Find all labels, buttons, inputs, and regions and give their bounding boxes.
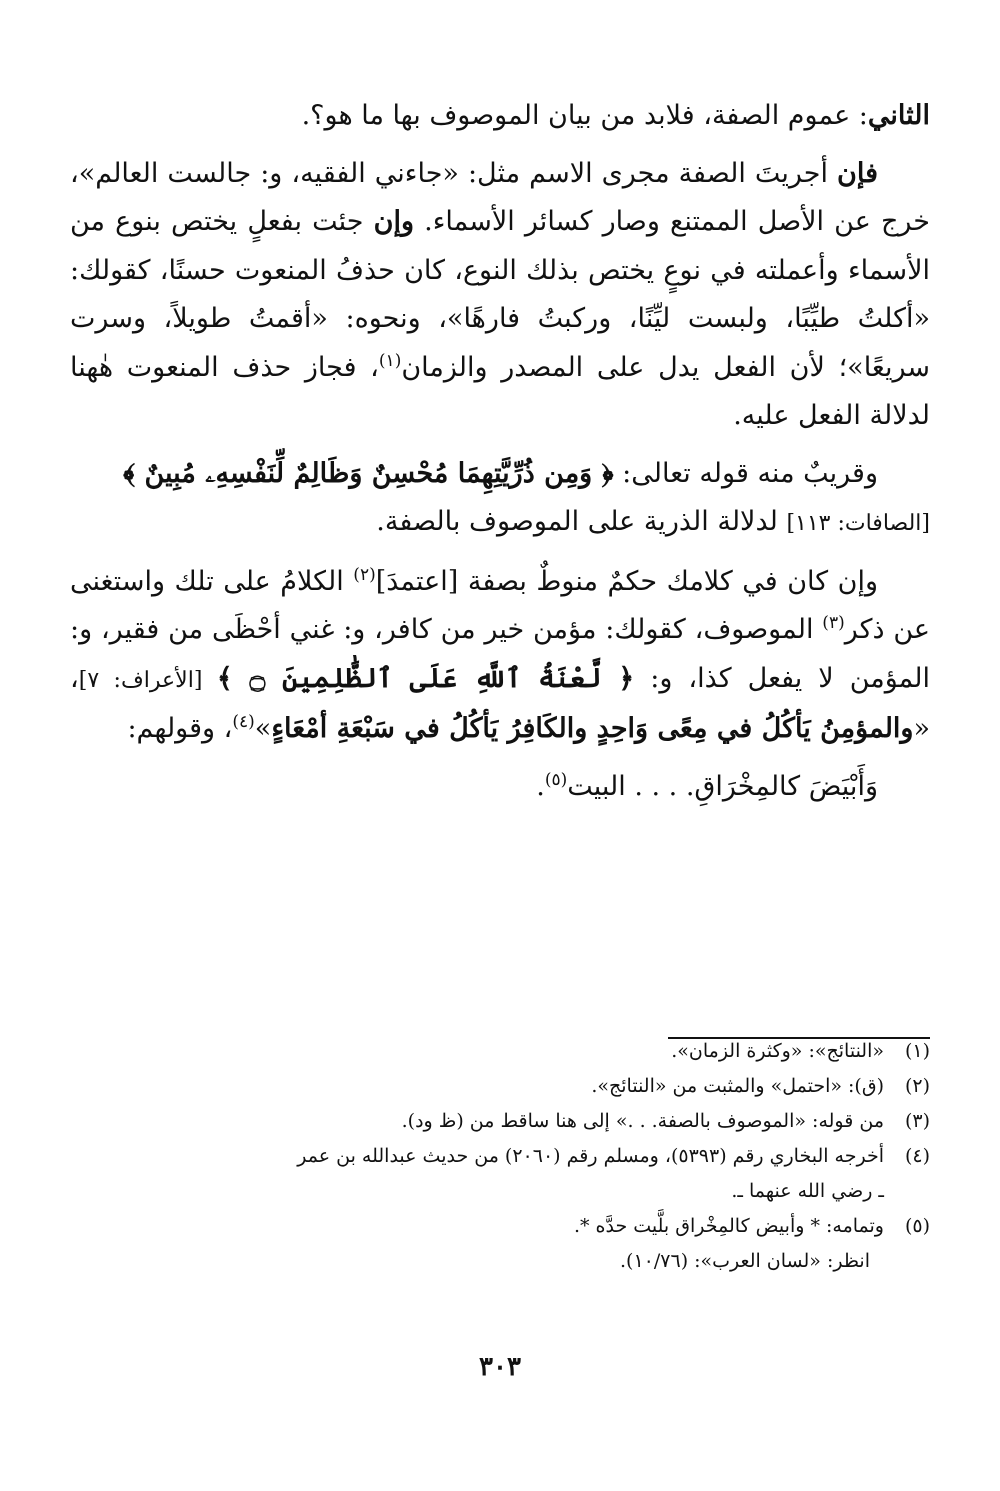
lead-word: وإن	[373, 206, 414, 237]
paragraph-2	[70, 150, 930, 441]
footnote-number: (٣)	[904, 1110, 930, 1132]
hadith-text: والمؤمِنُ يَأكُلُ في مِعًى وَاحِدٍ والكَافِرُ يَأكُلُ في سَبْعَةِ أمْعَاءٍ	[271, 713, 914, 744]
footnote	[70, 1104, 930, 1139]
paragraph-text: ، فجاز حذف المنعوت هٰهنا لدلالة الفعل عليه.	[70, 351, 930, 431]
footnote-ref-1[interactable]: (١)	[378, 350, 402, 371]
poetry-line	[70, 763, 930, 812]
footnote	[70, 1069, 930, 1104]
paragraph-1	[70, 92, 930, 141]
quran-verse: ﴿ لَّعْنَةُ ٱللَّهِ عَلَى ٱلظَّٰلِمِينَ ۝ ﴾	[216, 662, 635, 694]
footnote-number: (٤)	[904, 1145, 930, 1167]
footnotes	[70, 1034, 930, 1279]
paragraph-text: وإن كان في كلامك حكمٌ منوطٌ بصفة [اعتمدَ]	[375, 565, 878, 597]
paragraph-text: الكلامُ على تلك واستغنى عن ذكر	[70, 565, 930, 645]
footnote-text: (ق): «احتمل» والمثبت من «النتائج».	[591, 1075, 884, 1097]
footnote-text: «النتائج»: «وكثرة الزمان».	[671, 1040, 884, 1062]
paragraph-3	[70, 450, 930, 549]
paragraph-text: أجريتَ الصفة مجرى الاسم مثل: «جاءني الفقيه، و: جالست العالم»، خرج عن الأصل الممتنع وصار كسائر الأسماء.	[70, 157, 930, 237]
footnote	[70, 1139, 930, 1209]
paragraph-text: : عموم الصفة، فلابد من بيان الموصوف بها ما هو؟.	[301, 100, 868, 131]
footnote-ref-3[interactable]: (٣)	[822, 613, 845, 633]
poetry-text: وَأَبْيَضَ كالمِخْرَاقِ. . . . البيت	[567, 770, 878, 802]
quran-verse: ﴿ وَمِن ذُرِّيَّتِهِمَا مُحْسِنٌ وَظَالِمٌ لِّنَفْسِهِۦ مُبِينٌ ﴾	[123, 457, 614, 489]
paragraph-text: ، وقولهم:	[127, 713, 233, 744]
paragraph-4	[70, 558, 930, 754]
paragraph-text: »	[254, 713, 272, 744]
footnote-text: وتمامه: * وأبيض كالمِخْراق بلَّيت حدَّه *.	[573, 1215, 884, 1237]
footnote-number: (٥)	[904, 1215, 930, 1237]
paragraph-text: وقريبٌ منه قوله تعالى:	[613, 457, 878, 489]
footnote-number: (١)	[904, 1040, 930, 1062]
paragraph-text: لدلالة الذرية على الموصوف بالصفة.	[376, 506, 787, 537]
footnote-ref-5[interactable]: (٥)	[544, 769, 568, 790]
paragraph-text: ، «	[70, 662, 930, 744]
paragraph-text: جئت بفعلٍ يختص بنوع من الأسماء وأعملته في نوعٍ يختص بذلك النوع، كان حذفُ المنعوت حسنًا، كقولك: «أكلتُ طيِّبًا، ولبست ليِّنًا، وركبتُ فارهًا»، ونحوه: «أقمتُ طويلاً، وسرت سريعًا»؛ لأن الفعل يدل على المصدر والزمان	[70, 206, 930, 383]
footnote-ref-2[interactable]: (٢)	[353, 564, 376, 585]
verse-citation: [الأعراف: ٧]	[78, 667, 217, 693]
footnote-number: (٢)	[904, 1075, 930, 1097]
footnote-text: أخرجه البخاري رقم (٥٣٩٣)، ومسلم رقم (٢٠٦٠) من حديث عبدالله بن عمر	[297, 1145, 884, 1167]
paragraph-text: .	[536, 770, 545, 802]
lead-word: الثاني	[867, 100, 930, 131]
footnote-text: انظر: «لسان العرب»: (١٠/٧٦).	[620, 1250, 870, 1272]
paragraph-text: الموصوف، كقولك: مؤمن خير من كافر، و: غني أحْظَى من فقير، و: المؤمن لا يفعل كذا، و:	[70, 614, 930, 694]
main-text	[70, 92, 930, 820]
footnote-text: من قوله: «الموصوف بالصفة. . .» إلى هنا ساقط من (ظ ود).	[401, 1110, 884, 1132]
page-number: ٣٠٣	[479, 1352, 521, 1382]
verse-citation: [الصافات: ١١٣]	[786, 511, 930, 536]
footnote	[70, 1209, 930, 1279]
footnote-text: ـ رضي الله عنهما ـ.	[731, 1180, 884, 1202]
footnote-ref-4[interactable]: (٤)	[232, 712, 255, 732]
footnote	[70, 1034, 930, 1069]
lead-word: فإن	[837, 157, 878, 189]
